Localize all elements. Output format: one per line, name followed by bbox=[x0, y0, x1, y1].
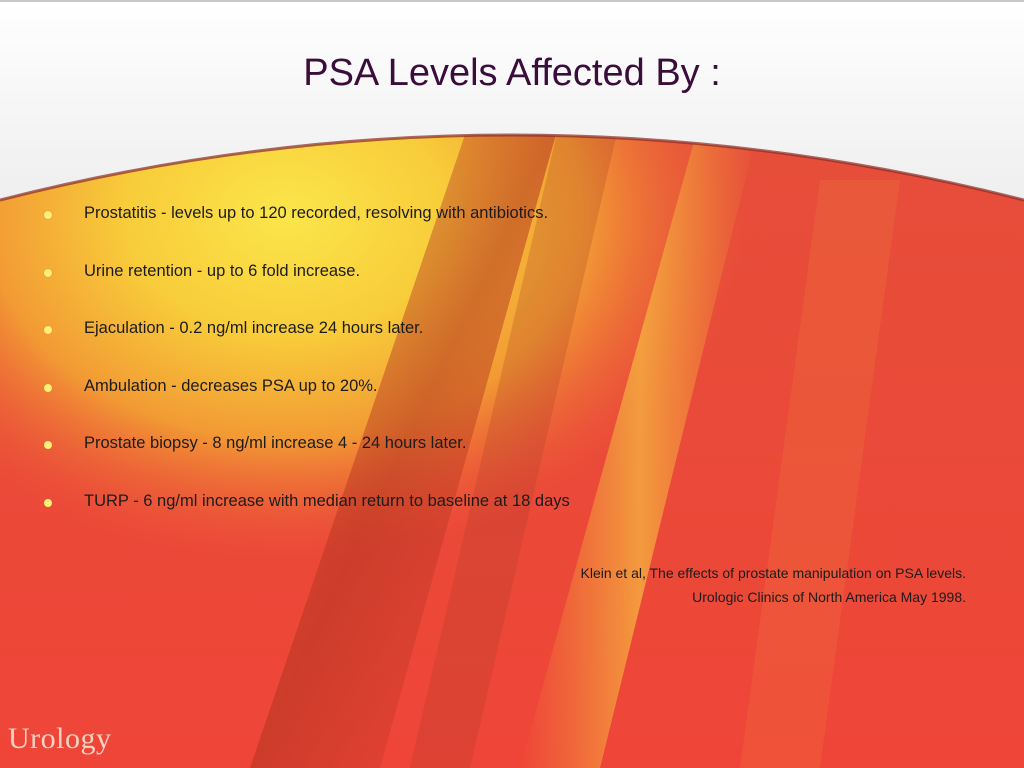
bullet-dot-icon bbox=[44, 269, 52, 277]
slide-title: PSA Levels Affected By : bbox=[303, 52, 721, 94]
citation-line-2: Urologic Clinics of North America May 1998. bbox=[692, 589, 966, 605]
bullet-item bbox=[44, 319, 570, 377]
urology-logo: Urology bbox=[8, 722, 112, 755]
bullet-item bbox=[44, 434, 570, 492]
bullet-item bbox=[44, 492, 570, 550]
bullet-text: Urine retention - up to 6 fold increase. bbox=[84, 261, 361, 280]
bullet-item bbox=[44, 377, 570, 435]
bullet-dot-icon bbox=[44, 384, 52, 392]
bullet-dot-icon bbox=[44, 326, 52, 334]
bullet-list bbox=[44, 204, 570, 549]
bullet-item bbox=[44, 204, 570, 262]
bullet-dot-icon bbox=[44, 211, 52, 219]
bullet-text: TURP - 6 ng/ml increase with median return to baseline at 18 days bbox=[84, 491, 570, 510]
bullet-dot-icon bbox=[44, 499, 52, 507]
bullet-item bbox=[44, 262, 570, 320]
citation-line-1: Klein et al, The effects of prostate manipulation on PSA levels. bbox=[580, 565, 966, 581]
bullet-text: Prostatitis - levels up to 120 recorded, resolving with antibiotics. bbox=[84, 204, 549, 222]
bullet-text: Prostate biopsy - 8 ng/ml increase 4 - 24 hours later. bbox=[84, 434, 467, 452]
citation bbox=[581, 561, 967, 609]
bullet-text: Ejaculation - 0.2 ng/ml increase 24 hours later. bbox=[84, 319, 424, 337]
bullet-dot-icon bbox=[44, 441, 52, 449]
bullet-text: Ambulation - decreases PSA up to 20%. bbox=[84, 376, 378, 395]
